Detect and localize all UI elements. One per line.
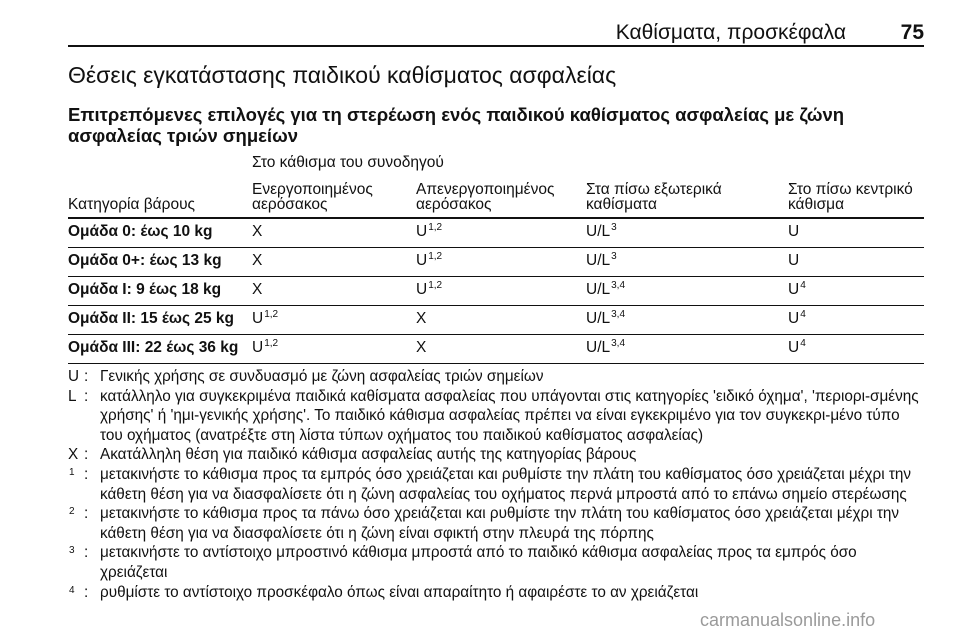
legend-key — [68, 583, 84, 605]
subtitle: Επιτρεπόμενες επιλογές για τη στερέωση ενός παιδικού καθίσματος ασφαλείας με ζώνη ασφαλείας τριών σημείων — [68, 104, 845, 146]
cell-footnote-ref: 4 — [800, 309, 806, 320]
cell-value: U — [788, 252, 800, 269]
legend-item — [68, 504, 926, 543]
legend-key: L — [68, 387, 77, 405]
cell-footnote-ref: 1,2 — [264, 338, 279, 349]
table-header-row — [68, 180, 924, 218]
table-cell — [412, 248, 582, 277]
cell-footnote-ref: 3,4 — [611, 338, 626, 349]
table-row — [68, 335, 924, 364]
table-cell — [784, 218, 924, 248]
cell-value: U/L — [586, 281, 611, 298]
footnote-number: 2 — [69, 506, 75, 518]
table-cell — [248, 248, 412, 277]
cell-value: U — [788, 310, 800, 327]
cell-footnote-ref: 1,2 — [428, 222, 443, 233]
table-cell — [412, 335, 582, 364]
table-row — [68, 218, 924, 248]
cell-value: U/L — [586, 339, 611, 356]
cell-value: U — [416, 223, 428, 240]
table-row — [68, 277, 924, 306]
cell-footnote-ref: 4 — [800, 280, 806, 291]
cell-value: U — [252, 339, 264, 356]
table-cell — [582, 335, 784, 364]
table-cell — [784, 248, 924, 277]
legend-item — [68, 465, 926, 504]
legend-separator: : — [84, 368, 89, 385]
cell-value: U — [788, 339, 800, 356]
column-header: Στα πίσω εξωτερικά καθίσματα — [582, 180, 784, 218]
table-row — [68, 306, 924, 335]
legend-key — [68, 465, 84, 504]
legend-text: Ακατάλληλη θέση για παιδικό κάθισμα ασφαλείας αυτής της κατηγορίας βάρους — [100, 446, 637, 464]
weight-group-cell: Ομάδα I: 9 έως 18 kg — [68, 277, 248, 306]
cell-value: U — [416, 252, 428, 269]
column-header: Στο πίσω κεντρικό κάθισμα — [784, 180, 924, 218]
cell-value: X — [252, 252, 263, 269]
table-cell — [784, 306, 924, 335]
table-cell — [582, 218, 784, 248]
column-header: Απενεργοποιημένος αερόσακος — [412, 180, 582, 218]
footnote-number: 1 — [69, 466, 75, 478]
weight-group-cell: Ομάδα 0+: έως 13 kg — [68, 248, 248, 277]
cell-value: X — [252, 281, 263, 298]
table-cell — [412, 306, 582, 335]
cell-value: U/L — [586, 223, 611, 240]
cell-value: U — [788, 223, 800, 240]
legend-item — [68, 387, 926, 446]
running-header — [68, 17, 924, 47]
legend-item — [68, 367, 926, 387]
table-cell — [412, 218, 582, 248]
legend-separator: : — [84, 465, 89, 483]
table-cell — [248, 335, 412, 364]
cell-value: X — [416, 339, 427, 356]
cell-value: X — [252, 223, 263, 240]
weight-group-cell: Ομάδα 0: έως 10 kg — [68, 218, 248, 248]
legend-separator: : — [84, 544, 89, 562]
footnote-number: 3 — [69, 545, 75, 557]
legend-item — [68, 543, 926, 582]
table-cell — [582, 277, 784, 306]
cell-footnote-ref: 1,2 — [264, 309, 279, 320]
passenger-seat-header: Στο κάθισμα του συνοδηγού — [252, 154, 444, 171]
legend-separator: : — [84, 446, 89, 464]
watermark: carmanualsonline.info — [700, 610, 876, 630]
cell-footnote-ref: 3,4 — [611, 280, 626, 291]
section-title: Καθίσματα, προσκέφαλα — [615, 21, 846, 44]
child-seat-table — [68, 180, 924, 364]
cell-footnote-ref: 1,2 — [428, 280, 443, 291]
column-header: Ενεργοποιημένος αερόσακος — [248, 180, 412, 218]
footnote-number: 4 — [69, 584, 75, 596]
table-cell — [248, 218, 412, 248]
legend-separator: : — [84, 583, 89, 601]
column-header: Κατηγορία βάρους — [68, 180, 248, 218]
legend-text: ρυθμίστε το αντίστοιχο προσκέφαλο όπως είναι απαραίτητο ή αφαιρέστε το αν χρειάζεται — [100, 583, 699, 601]
weight-group-cell: Ομάδα III: 22 έως 36 kg — [68, 335, 248, 364]
table-cell — [784, 335, 924, 364]
legend-key — [68, 504, 84, 543]
weight-group-cell: Ομάδα II: 15 έως 25 kg — [68, 306, 248, 335]
cell-value: U/L — [586, 310, 611, 327]
cell-footnote-ref: 3 — [611, 251, 617, 262]
legend-item — [68, 445, 926, 465]
legend-key — [68, 543, 84, 582]
cell-value: X — [416, 310, 427, 327]
legend-text: κατάλληλο για συγκεκριμένα παιδικά καθίσματα ασφαλείας που υπάγονται στις κατηγορίες 'ειδικό όχημα', 'περιορι-σμένης χρήσης' ή 'ημι-γενικής χρήσης'. Το παιδικό κάθισμα ασφαλείας πρέπει να είναι εγκεκριμένο για τον συγκεκρι-μένο τύπο του οχήματος (ανατρέξτε στη λίστα τύπων οχήματος του παιδικού καθίσματος ασφαλείας) — [100, 387, 919, 444]
page-number: 75 — [900, 21, 924, 44]
legend-key: X — [68, 446, 79, 464]
legend-item — [68, 583, 926, 605]
legend-separator: : — [84, 505, 89, 523]
cell-footnote-ref: 4 — [800, 338, 806, 349]
table-cell — [784, 277, 924, 306]
cell-footnote-ref: 3,4 — [611, 309, 626, 320]
legend-text: Γενικής χρήσης σε συνδυασμό με ζώνη ασφαλείας τριών σημείων — [100, 368, 544, 385]
table-row — [68, 248, 924, 277]
table-cell — [582, 248, 784, 277]
cell-value: U/L — [586, 252, 611, 269]
page-title: Θέσεις εγκατάστασης παιδικού καθίσματος ασφαλείας — [68, 62, 617, 88]
cell-value: U — [416, 281, 428, 298]
cell-footnote-ref: 1,2 — [428, 251, 443, 262]
cell-value: U — [252, 310, 264, 327]
table-cell — [582, 306, 784, 335]
table-cell — [412, 277, 582, 306]
legend — [68, 367, 926, 604]
cell-footnote-ref: 3 — [611, 222, 617, 233]
table-body — [68, 218, 924, 364]
legend-text: μετακινήστε το κάθισμα προς τα εμπρός όσο χρειάζεται και ρυθμίστε την πλάτη του καθίσματος όσο χρειάζεται μέχρι την κάθετη θέση για να διασφαλίσετε ότι η ζώνη ασφαλείας του οχήματος περνά μπροστά από το επάνω σημείο στερέωσης — [100, 465, 912, 503]
legend-text: μετακινήστε το αντίστοιχο μπροστινό κάθισμα μπροστά από το παιδικό κάθισμα ασφαλείας προς τα εμπρός όσο χρειάζεται — [100, 544, 857, 581]
table-cell — [248, 306, 412, 335]
legend-key: U — [68, 368, 80, 385]
legend-separator: : — [84, 387, 89, 405]
cell-value: U — [788, 281, 800, 298]
legend-text: μετακινήστε το κάθισμα προς τα πάνω όσο χρειάζεται και ρυθμίστε την πλάτη του καθίσματος όσο χρειάζεται μέχρι την κάθετη θέση για να διασφαλίσετε ότι η ζώνη είναι σφικτή στην πλευρά της πόρπης — [100, 505, 900, 542]
table-cell — [248, 277, 412, 306]
